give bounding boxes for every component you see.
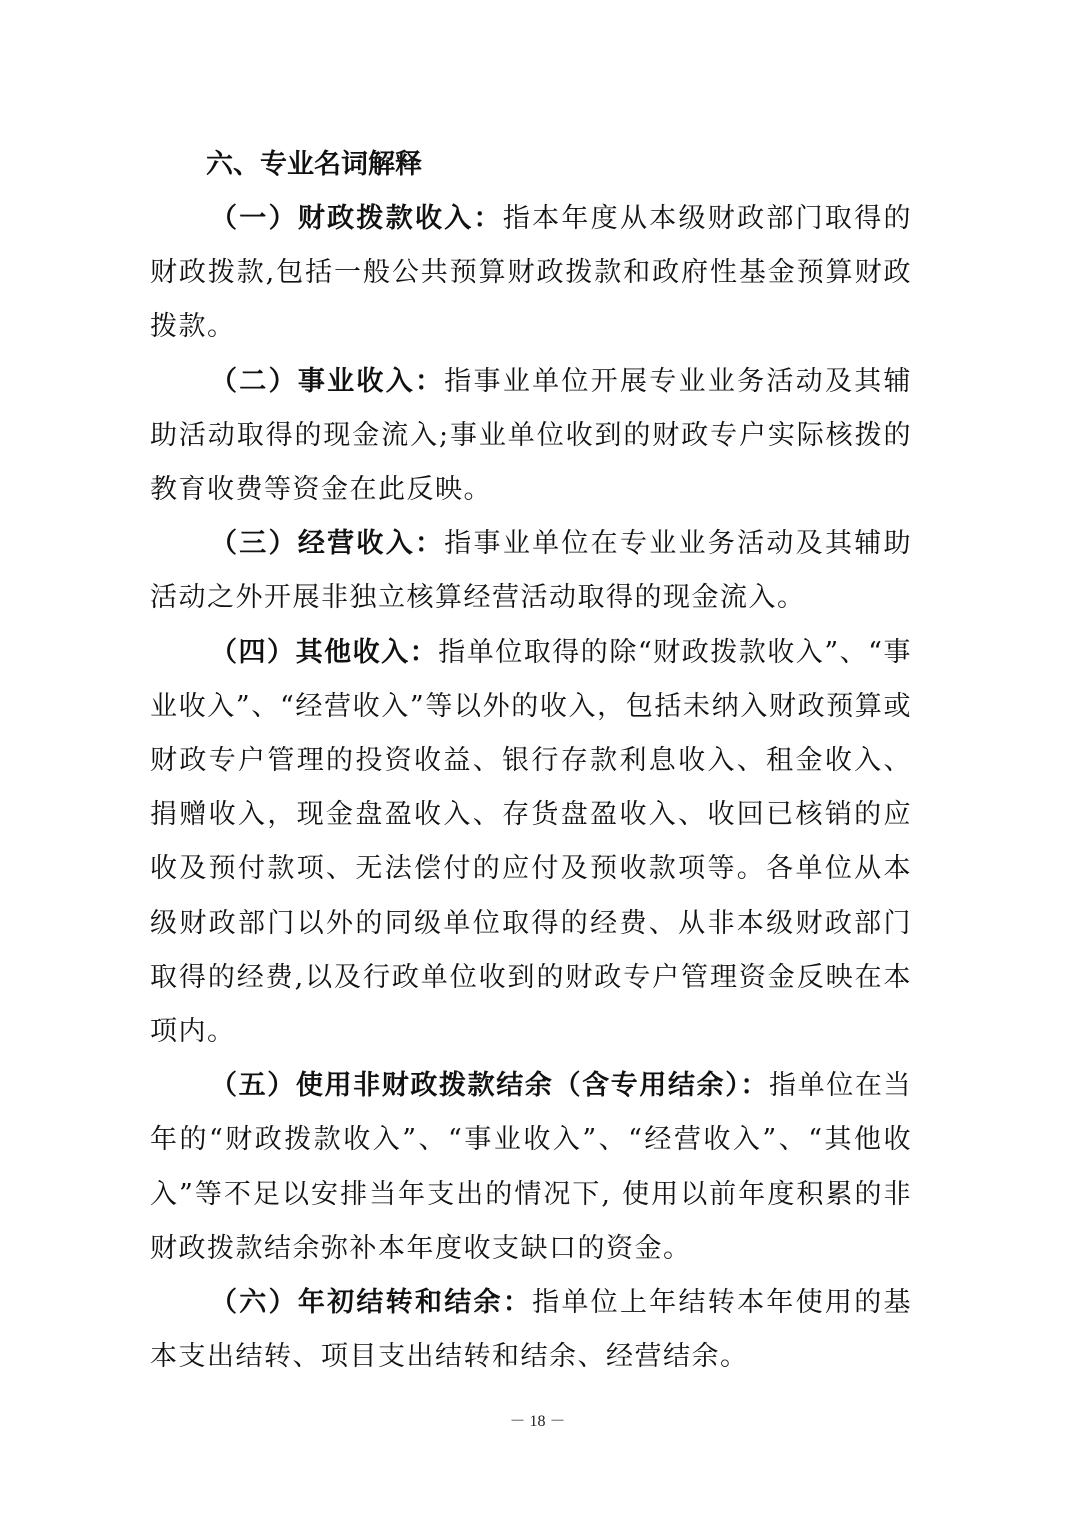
term-definition: 指事业单位在专业业务活动及其辅助活动之外开展非独立核算经营活动取得的现金流入。 — [150, 528, 913, 614]
page-content — [150, 138, 912, 1384]
term-definition: 指本年度从本级财政部门取得的财政拨款,包括一般公共预算财政拨款和政府性基金预算财政拨款。 — [150, 203, 913, 343]
term-title: （五）使用非财政拨款结余（含专用结余）： — [210, 1070, 769, 1102]
term-title: （四）其他收入： — [210, 636, 439, 668]
term-title: （六）年初结转和结余： — [210, 1287, 533, 1319]
term-paragraph-2 — [150, 355, 912, 518]
page-number: － 18 － — [509, 1413, 566, 1430]
term-title: （一）财政拨款收入： — [210, 203, 503, 234]
term-paragraph-6 — [150, 1276, 912, 1384]
term-title: （二）事业收入： — [210, 365, 445, 397]
section-heading: 六、专业名词解释 — [206, 149, 422, 180]
term-paragraph-4 — [150, 626, 912, 1060]
term-definition: 指事业单位开展专业业务活动及其辅助活动取得的现金流入;事业单位收到的财政专户实际核拨的教育收费等资金在此反映。 — [150, 365, 913, 506]
term-definition: 指单位上年结转本年使用的基本支出结转、项目支出结转和结余、经营结余。 — [150, 1287, 913, 1373]
term-definition: 指单位取得的除“财政拨款收入”、“事业收入”、“经营收入”等以外的收入，包括未纳入财政预算或财政专户管理的投资收益、银行存款利息收入、租金收入、捐赠收入，现金盘盈收入、存货盘盈收入、收回已核销的应收及预付款项、无法偿付的应付及预收款项等。各单位从本级财政部门以外的同级单位取得的经费、从非本级财政部门取得的经费,以及行政单位收到的财政专户管理资金反映在本项内。 — [150, 636, 912, 1048]
term-title: （三）经营收入： — [210, 528, 445, 560]
term-paragraph-3 — [150, 517, 912, 625]
term-definition: 指单位在当年的“财政拨款收入”、“事业收入”、“经营收入”、“其他收入”等不足以安排当年支出的情况下, 使用以前年度积累的非财政拨款结余弥补本年度收支缺口的资金。 — [150, 1070, 912, 1264]
term-paragraph-5 — [150, 1059, 912, 1276]
term-paragraph-1 — [150, 192, 912, 355]
